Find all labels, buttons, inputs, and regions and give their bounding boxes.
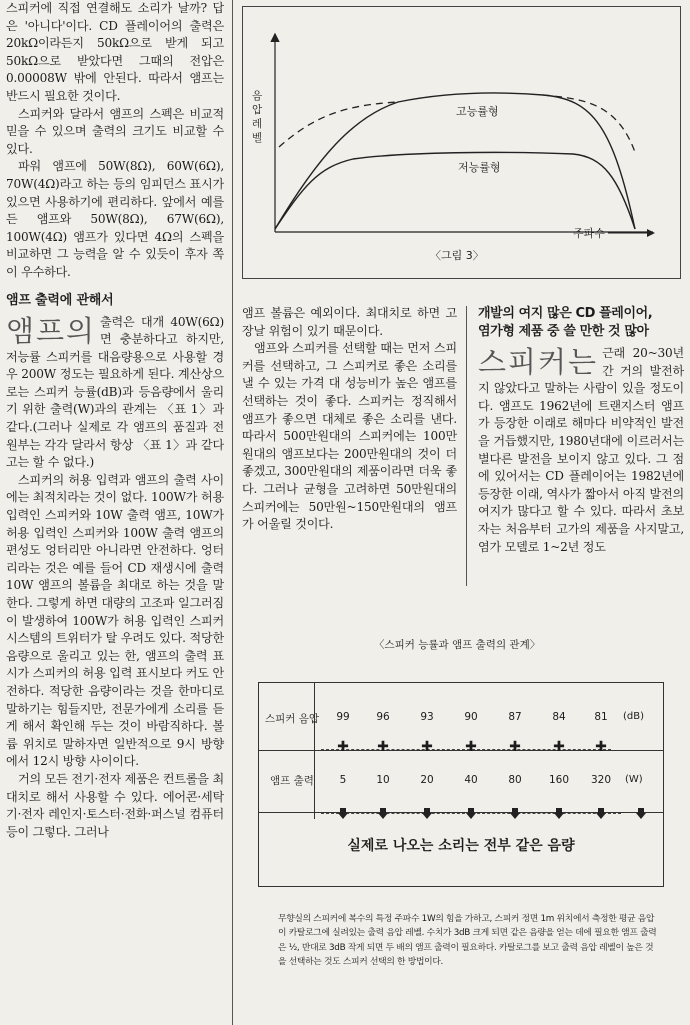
- db-unit: (dB): [623, 711, 645, 722]
- w-value: 160: [548, 774, 570, 786]
- w-value: 10: [376, 774, 390, 786]
- table-title: 〈스피커 능률과 앰프 출력의 관계〉: [374, 639, 541, 651]
- column-rule-right: [466, 306, 467, 586]
- w-value: 5: [339, 774, 347, 786]
- paragraph: 앰프 볼륨은 예외이다. 최대치로 하면 고장날 위험이 있기 때문이다.: [242, 306, 457, 338]
- plus-sign: ✚: [337, 739, 349, 755]
- paragraph: 파워 앰프에 50W(8Ω), 60W(6Ω), 70W(4Ω)라고 하는 등의 임피던스 표시가 있으면 사용하기에 편리하다. 앞에서 예를 든 앰프와 50W(8Ω), 67W(6Ω), 100W(4Ω) 앰프가 있다면 4Ω의 스펙을 비교하면 그 능력을 알 수 있듯이 후자 쪽이 우수하다.: [6, 159, 224, 279]
- db-value: 81: [594, 711, 608, 723]
- column-a: [6, 0, 224, 841]
- section-heading: 앰프 출력에 관해서: [6, 292, 114, 308]
- row-label-spl: 스피커 음압: [265, 713, 320, 725]
- db-value: 87: [508, 711, 522, 723]
- table-note: 무향실의 스피커에 복수의 특정 주파수 1W의 힘을 가하고, 스피커 정면 1m 위치에서 측정한 평균 음압이 카탈로그에 실려있는 출력 음압 레벨. 수치가 3dB 크게 되면 같은 음량을 얻는 데에 필요한 앰프 출력은 ½, 반대로 3dB 작게 되면 두 배의 앰프 출력이 필요하다. 카탈로그를 보고 출력 음압 레벨이 높은 것을 선택하는 것도 스피커 선택의 한 방법이다.: [278, 914, 657, 967]
- db-value: 84: [552, 711, 566, 723]
- plus-sign: ✚: [421, 739, 433, 755]
- db-value: 93: [420, 711, 434, 723]
- paragraph: 스피커의 허용 입력과 앰프의 출력 사이에는 최적치라는 것이 없다. 100W가 허용 입력인 스피커와 10W 출력 앰프, 10W가 허용 입력인 스피커와 100W 출력 앰프의 편성도 엉터리만 아니라면 안전하다. 엉터리라는 것은 예를 들어 CD 재생시에 출력 10W 앰프의 볼륨을 최대로 하는 것을 말한다. 그렇게 하면 대량의 고조파 일그러짐이 발생하여 100W가 허용 입력인 스피커 시스템의 트위터가 탈 우려도 있다. 적당한 음량으로 울리고 있는 한, 앰프의 출력 표시가 스피커의 허용 입력 표시보다 커도 안전하다. 적당한 음량이라는 것을 한마디로 말하기는 힘들지만, 전문가에게 소리를 듣게 해서 확인해 두는 것이 바람직하다. 볼륨 위치로 말하자면 일반적으로 9시 방향에서 12시 방향 사이이다.: [6, 472, 224, 769]
- drop-cap-word: 앰프의: [6, 313, 97, 348]
- column-c: [478, 305, 684, 556]
- row-label-output: 앰프 출력: [270, 775, 314, 787]
- plus-sign: ✚: [377, 739, 389, 755]
- paragraph: 앰프와 스피커를 선택할 때는 먼저 스피커를 선택하고, 그 스피커로 좋은 소리를 낼 수 있는 가격 대 성능비가 높은 앰프를 선택하는 것이 좋다. 스피커는 정직해서 앰프가 좋으면 대체로 좋은 소리를 낸다. 따라서 500만원대의 스피커에는 100만원대의 앰프보다는 200만원대의 것이 더 좋겠고, 300만원대의 제품이라면 더욱 좋다. 그러나 균형을 고려하면 50만원대의 스피커에는 50만원~150만원대의 앰프가 어울릴 것이다.: [242, 341, 457, 532]
- paragraph: 거의 모든 전기·전자 제품은 컨트롤을 최대치로 해서 사용할 수 있다. 에어콘·세탁기·전자 레인지·토스터·전화·퍼스널 컴퓨터 등이 그렇다. 그러나: [6, 771, 224, 839]
- paragraph: 스피커에 직접 연결해도 소리가 날까? 답은 '아니다'이다. CD 플레이어의 출력은 20kΩ이라든지 50kΩ으로 받게 되고 50kΩ으로 받았다면 그때의 전압은 0.00008W 밖에 안된다. 따라서 앰프는 반드시 필요한 것이다.: [6, 1, 224, 103]
- column-b: [242, 305, 457, 534]
- w-value: 80: [508, 774, 522, 786]
- paragraph: 스피커와 달라서 앰프의 스펙은 비교적 믿을 수 있으며 출력의 크기도 비교할 수 있다.: [6, 106, 224, 156]
- y-axis-label: 음압레벨: [252, 90, 263, 144]
- paragraph: 출력은 대개 40W(6Ω)면 충분하다고 하지만, 저능률 스피커를 대음량용으로 사용할 경우 200W 정도는 필요하게 된다. 계산상으로는 스피커 능률(dB)과 등음량에서 울리기 위한 출력(W)과의 관계는 〈표 1〉과 같다.(그러나 실제로 각 앰프의 품질과 전원부는 각각 달라서 항상 〈표 1〉과 같다고는 할 수 없다.): [6, 314, 224, 470]
- figure-caption: 〈그림 3〉: [430, 249, 484, 262]
- db-values-row: [259, 711, 663, 727]
- plus-sign: ✚: [465, 739, 477, 755]
- section-heading: 개발의 여지 많은 CD 플레이어,: [478, 306, 653, 321]
- curve-label-low: 저능률형: [458, 161, 501, 174]
- efficiency-table: [258, 682, 664, 887]
- db-value: 90: [464, 711, 478, 723]
- table-footer: 실제로 나오는 소리는 전부 같은 음량: [347, 838, 575, 854]
- w-value: 320: [590, 774, 612, 786]
- curve-label-high: 고능률형: [456, 105, 499, 118]
- column-rule-left: [232, 0, 233, 1025]
- w-unit: (W): [625, 774, 643, 785]
- plus-sign: ✚: [553, 739, 565, 755]
- plus-sign: ✚: [595, 739, 607, 755]
- figure-3: [242, 6, 681, 279]
- low-efficiency-curve: [275, 152, 635, 229]
- w-value: 20: [420, 774, 434, 786]
- x-axis-label: 주파수: [573, 227, 605, 240]
- w-values-row: [259, 774, 663, 790]
- db-value: 99: [336, 711, 350, 723]
- db-value: 96: [376, 711, 390, 723]
- w-value: 40: [464, 774, 478, 786]
- plus-sign: ✚: [509, 739, 521, 755]
- high-efficiency-curve: [275, 93, 635, 229]
- plus-row: [259, 739, 663, 759]
- arrow-row: [259, 808, 663, 828]
- section-heading: 염가형 제품 중 쓸 만한 것 많아: [478, 324, 649, 339]
- drop-cap-word: 스피커는: [478, 345, 599, 379]
- paragraph: 근래 20~30년간 거의 발전하지 않았다고 말하는 사람이 있을 정도이다. 앰프도 1962년에 트랜지스터 앰프가 등장한 이래로 해마다 비약적인 발전을 거듭했지만, 1980년대에 이르러서는 별다른 발전을 보이지 않고 있다. 그 점에 있어서는 CD 플레이어는 1982년에 등장한 이래, 역사가 짧아서 아직 발전의 여지가 많다고 할 수 있다. 따라서 초보자는 처음부터 고가의 제품을 사지말고, 염가 모델로 1~2년 정도: [478, 346, 684, 554]
- response-curve-chart: [243, 7, 680, 278]
